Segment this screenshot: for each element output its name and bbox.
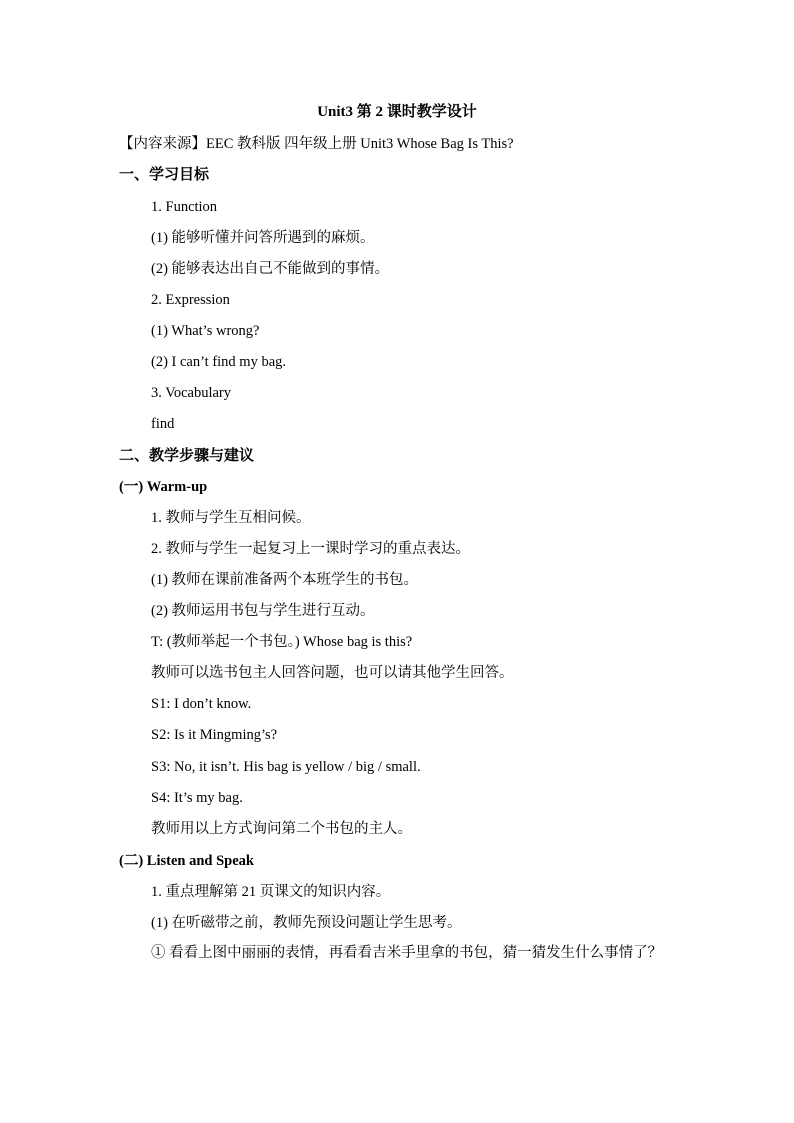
page-title: Unit3 第 2 课时教学设计 bbox=[317, 104, 477, 120]
warmup-line: S4: It’s my bag. bbox=[151, 790, 243, 806]
warmup-line: (2) 教师运用书包与学生进行互动。 bbox=[151, 603, 375, 619]
listen-line: 1. 重点理解第 21 页课文的知识内容。 bbox=[151, 884, 391, 900]
content-source: 【内容来源】EEC 教科版 四年级上册 Unit3 Whose Bag Is This? bbox=[119, 136, 514, 152]
section-heading-steps: 二、教学步骤与建议 bbox=[119, 448, 255, 464]
listen-line: (1) 在听磁带之前，教师先预设问题让学生思考。 bbox=[151, 915, 462, 931]
goal-line: (1) 能够听懂并问答所遇到的麻烦。 bbox=[151, 230, 375, 246]
warmup-line: 2. 教师与学生一起复习上一课时学习的重点表达。 bbox=[151, 541, 470, 557]
warmup-line: T: (教师举起一个书包。) Whose bag is this? bbox=[151, 634, 413, 650]
warmup-line: 1. 教师与学生互相问候。 bbox=[151, 510, 311, 526]
goal-line: 2. Expression bbox=[151, 292, 230, 308]
goal-line: (2) I can’t find my bag. bbox=[151, 354, 287, 370]
warmup-line: S3: No, it isn’t. His bag is yellow / big / small. bbox=[151, 759, 421, 775]
section-heading-goals: 一、学习目标 bbox=[119, 167, 210, 183]
goal-line: 1. Function bbox=[151, 199, 218, 215]
goal-line: (1) What’s wrong? bbox=[151, 323, 260, 339]
goal-line: find bbox=[151, 416, 175, 432]
warmup-line: 教师可以选书包主人回答问题，也可以请其他学生回答。 bbox=[151, 665, 514, 681]
subsection-heading-listen-speak: (二) Listen and Speak bbox=[119, 853, 254, 869]
goal-line: 3. Vocabulary bbox=[151, 385, 232, 401]
warmup-line: (1) 教师在课前准备两个本班学生的书包。 bbox=[151, 572, 419, 588]
warmup-line: 教师用以上方式询问第二个书包的主人。 bbox=[151, 821, 412, 837]
warmup-line: S2: Is it Mingming’s? bbox=[151, 727, 278, 743]
listen-paragraph: ① 看看上图中丽丽的表情，再看看吉米手里拿的书包，猜一猜发生什么事情了？ bbox=[151, 945, 663, 961]
goal-line: (2) 能够表达出自己不能做到的事情。 bbox=[151, 261, 390, 277]
warmup-line: S1: I don’t know. bbox=[151, 696, 252, 712]
subsection-heading-warmup: (一) Warm-up bbox=[119, 479, 208, 495]
